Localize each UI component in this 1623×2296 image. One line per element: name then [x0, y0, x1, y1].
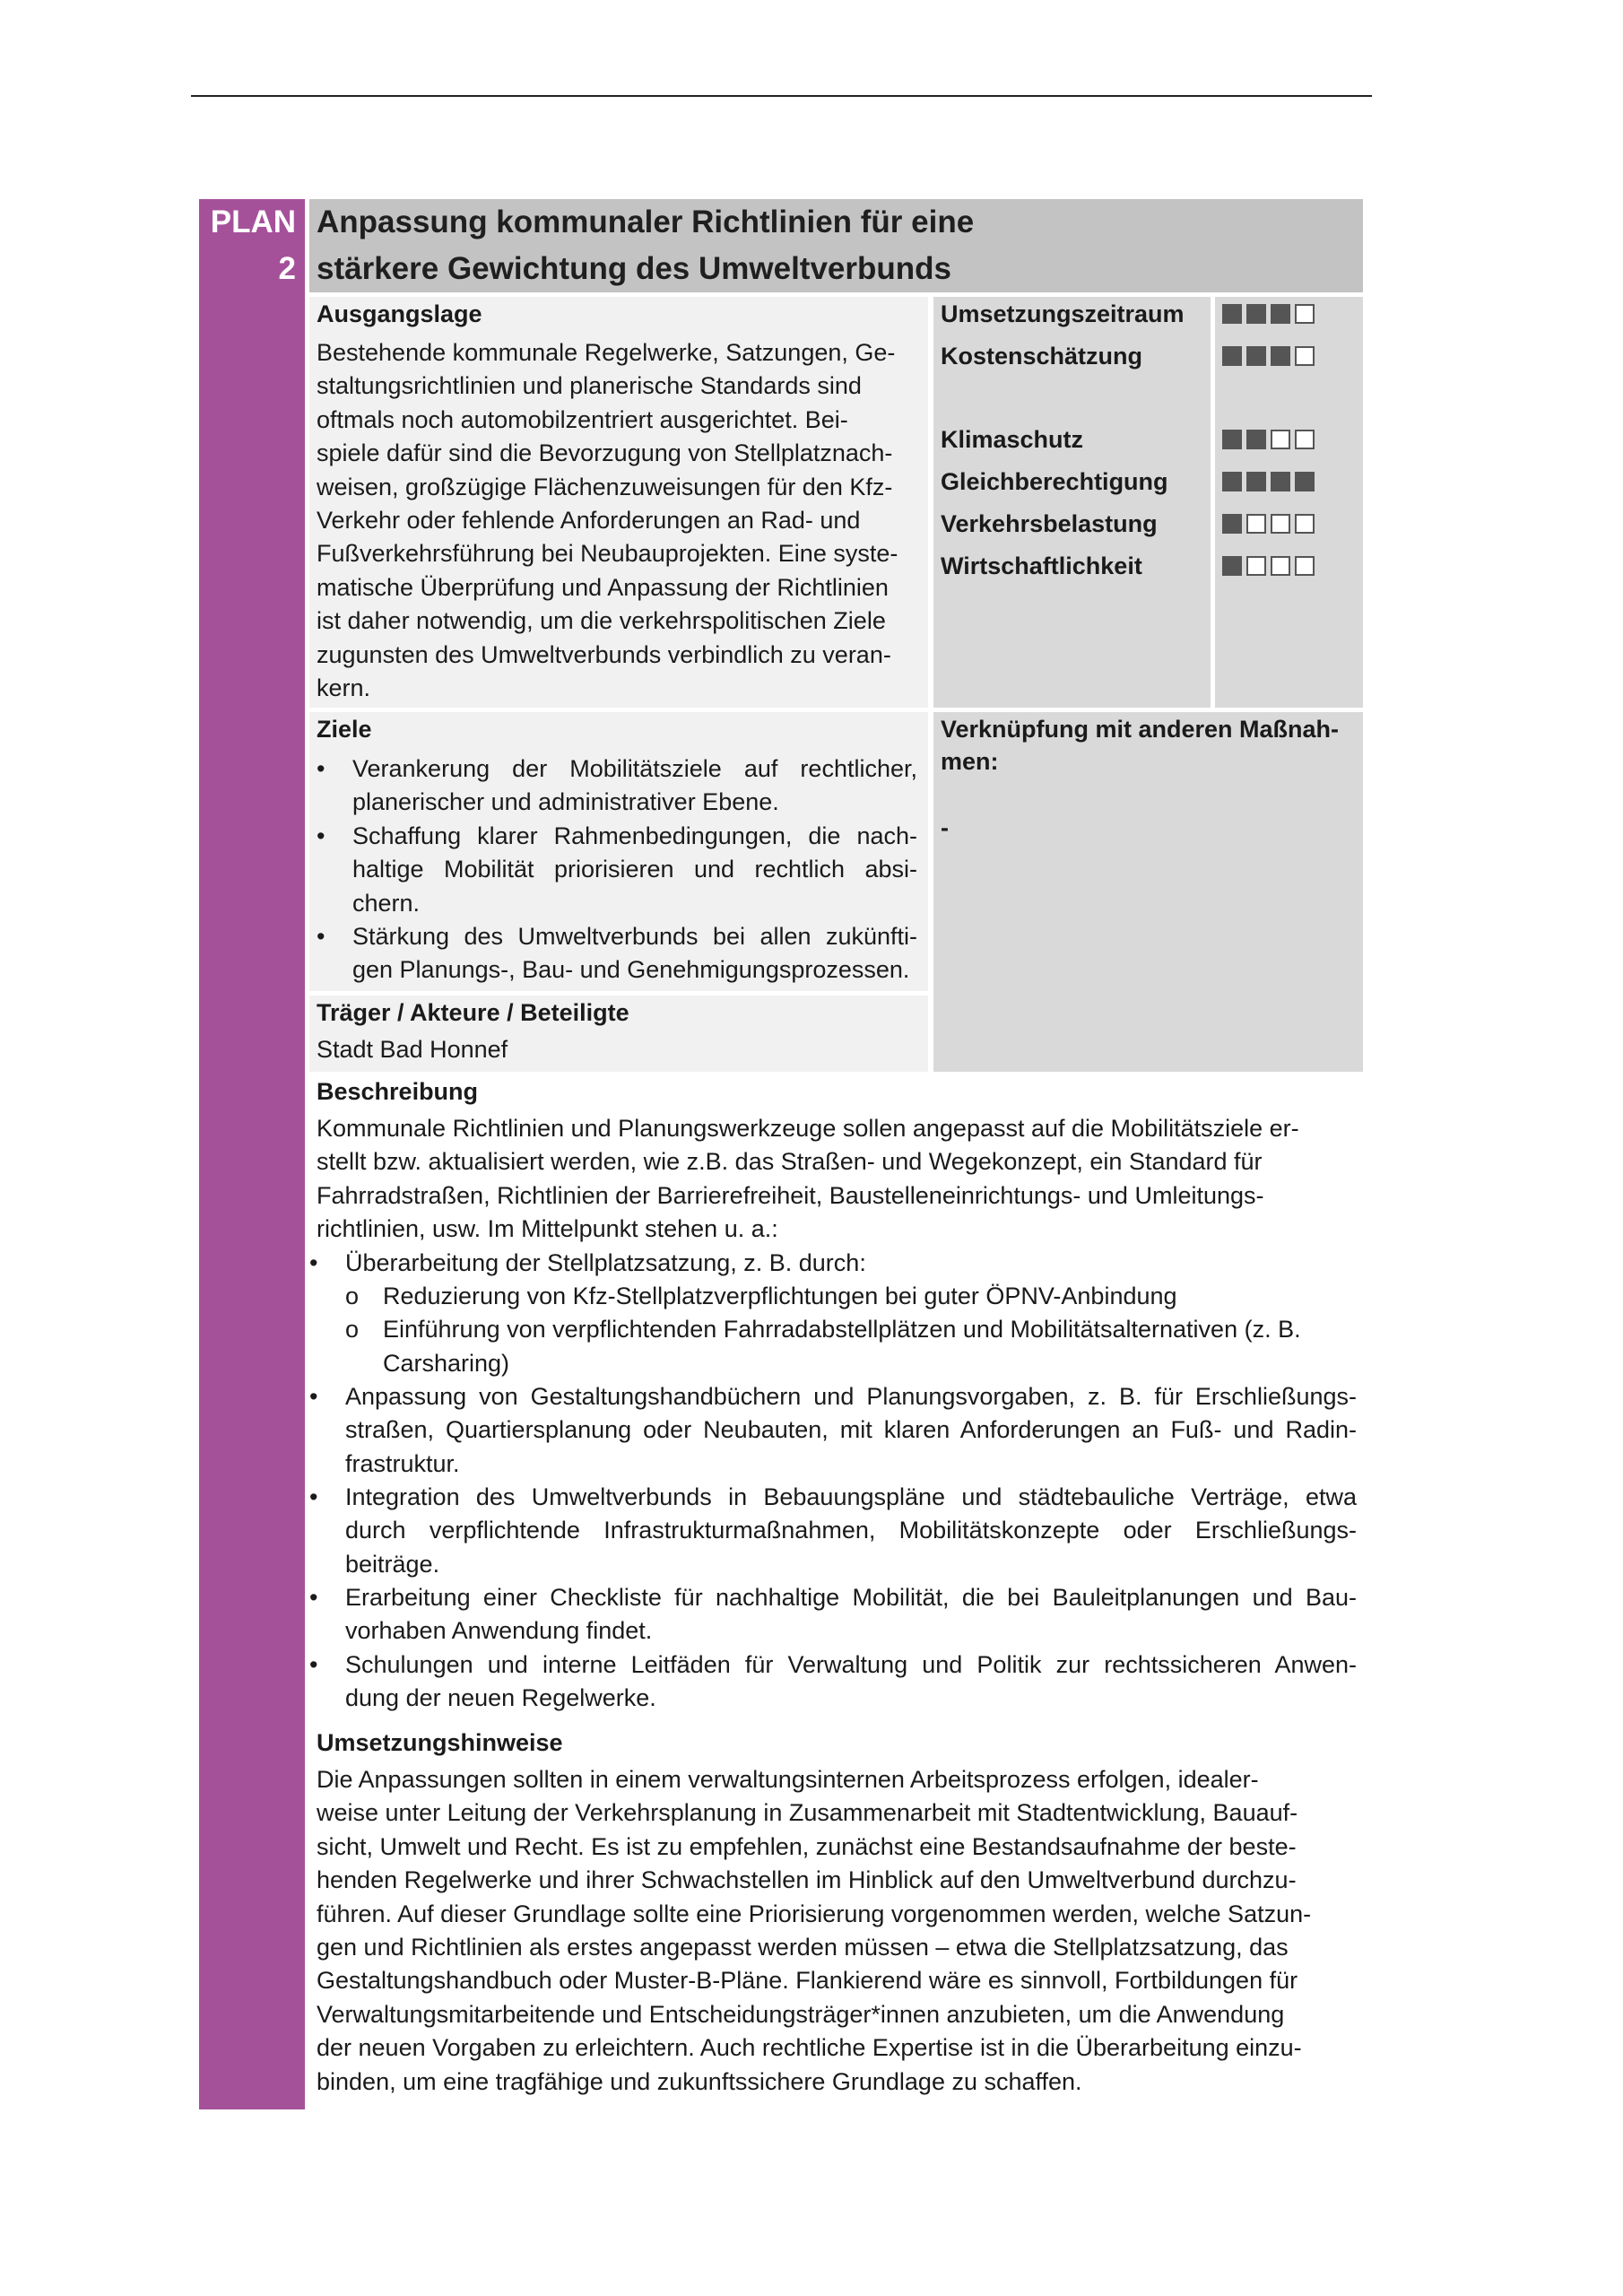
ziele-heading: Ziele — [317, 716, 372, 743]
rating-square-filled-icon — [1222, 472, 1242, 491]
text-line: Fußverkehrsführung bei Neubauprojekten. Eine syste- — [317, 540, 898, 568]
rating-squares — [1222, 304, 1315, 324]
bullet-icon: • — [309, 1651, 318, 1678]
text-line: frastruktur. — [345, 1449, 460, 1477]
text-line: zugunsten des Umweltverbunds verbindlich zu veran- — [317, 640, 891, 668]
bullet-icon: • — [309, 1483, 318, 1510]
rating-square-empty-icon — [1295, 514, 1315, 534]
rating-square-filled-icon — [1246, 430, 1266, 449]
ratings-scores — [1215, 297, 1363, 708]
text-line: gen und Richtlinien als erstes angepasst werden müssen – etwa die Stellplatzsatzung, das — [317, 1934, 1289, 1961]
measure-title — [309, 199, 1363, 292]
header-rule — [191, 95, 1372, 97]
bullet-icon: • — [317, 923, 325, 950]
text-line: spiele dafür sind die Bevorzugung von Stellplatznach- — [317, 439, 893, 467]
text-line: staltungsrichtlinien und planerische Standards sind — [317, 372, 862, 400]
rating-label-klimaschutz: Klimaschutz — [941, 426, 1084, 453]
text-line: haltige Mobilität priorisieren und rechtlich absi- — [352, 856, 917, 883]
text-line: Schulungen und interne Leitfäden für Verwaltung und Politik zur rechtssicheren Anwen- — [345, 1651, 1357, 1678]
text-line: Reduzierung von Kfz-Stellplatzverpflichtungen bei guter ÖPNV-Anbindung — [383, 1283, 1177, 1309]
text-line: Anpassung von Gestaltungshandbüchern und Planungsvorgaben, z. B. für Erschließungs- — [345, 1383, 1357, 1410]
beschreibung-heading: Beschreibung — [317, 1078, 479, 1105]
rating-square-filled-icon — [1222, 514, 1242, 534]
rating-squares — [1222, 556, 1315, 576]
text-line: vorhaben Anwendung findet. — [345, 1617, 653, 1645]
rating-square-filled-icon — [1222, 556, 1242, 576]
rating-square-filled-icon — [1222, 430, 1242, 449]
rating-square-filled-icon — [1271, 346, 1290, 366]
ziele-section — [309, 712, 928, 991]
text-line: Verkehr oder fehlende Anforderungen an Rad- und — [317, 507, 861, 535]
bullet-icon: • — [317, 822, 325, 849]
rating-square-empty-icon — [1295, 304, 1315, 324]
text-line: Überarbeitung der Stellplatzsatzung, z. B. durch: — [345, 1248, 866, 1276]
text-line: der neuen Vorgaben zu erleichtern. Auch rechtliche Expertise ist in die Überarbeitung einzu- — [317, 2034, 1302, 2062]
text-line: durch verpflichtende Infrastrukturmaßnahmen, Mobilitätskonzepte oder Erschließungs- — [345, 1517, 1357, 1544]
text-line: weise unter Leitung der Verkehrsplanung in Zusammenarbeit mit Stadtentwicklung, Bauauf- — [317, 1799, 1298, 1827]
text-line: beiträge. — [345, 1550, 440, 1578]
ausgangslage-text — [317, 336, 898, 705]
traeger-heading: Träger / Akteure / Beteiligte — [317, 999, 629, 1026]
text-line: gen Planungs-, Bau- und Genehmigungsprozessen. — [352, 956, 910, 984]
text-line: Einführung von verpflichtenden Fahrradabstellplätzen und Mobilitätsalternativen (z. B. — [383, 1316, 1301, 1344]
traeger-value: Stadt Bad Honnef — [317, 1036, 508, 1063]
plan-sidebar — [199, 199, 305, 2109]
umsetzung-text — [317, 1763, 1357, 2099]
rating-square-filled-icon — [1295, 472, 1315, 491]
rating-square-empty-icon — [1271, 514, 1290, 534]
text-line: planerischer und administrativer Ebene. — [352, 788, 779, 816]
text-line: dung der neuen Regelwerke. — [345, 1684, 656, 1712]
ausgangslage-section — [309, 297, 928, 708]
text-line: straßen, Quartiersplanung oder Neubauten, mit klaren Anforderungen an Fuß- und Radin- — [345, 1416, 1357, 1444]
verknuepfung-heading-line-2: men: — [941, 748, 999, 775]
text-line: matische Überprüfung und Anpassung der Richtlinien — [317, 573, 889, 601]
rating-label-gleichberechtigung: Gleichberechtigung — [941, 468, 1168, 495]
rating-square-empty-icon — [1295, 346, 1315, 366]
text-line: Erarbeitung einer Checkliste für nachhaltige Mobilität, die bei Bauleitplanungen und Bau- — [345, 1584, 1357, 1611]
bullet-icon: • — [309, 1248, 318, 1276]
text-line: oftmals noch automobilzentriert ausgerichtet. Bei- — [317, 405, 848, 433]
text-line: weisen, großzügige Flächenzuweisungen für den Kfz- — [317, 473, 893, 500]
text-line: richtlinien, usw. Im Mittelpunkt stehen u. a.: — [317, 1215, 778, 1243]
text-line: chern. — [352, 889, 421, 917]
text-line: führen. Auf dieser Grundlage sollte eine Priorisierung vorgenommen werden, welche Satzun- — [317, 1900, 1312, 1927]
rating-square-filled-icon — [1222, 346, 1242, 366]
ausgangslage-heading: Ausgangslage — [317, 300, 482, 327]
text-line: binden, um eine tragfähige und zukunftssichere Grundlage zu schaffen. — [317, 2067, 1082, 2095]
ratings-labels — [933, 297, 1211, 708]
text-line: Integration des Umweltverbunds in Bebauungspläne und städtebauliche Verträge, etwa — [345, 1483, 1357, 1510]
circle-bullet-icon: o — [345, 1316, 360, 1344]
bullet-icon: • — [309, 1584, 318, 1611]
rating-square-filled-icon — [1222, 304, 1242, 324]
text-line: Stärkung des Umweltverbunds bei allen zukünfti- — [352, 923, 917, 950]
rating-label-verkehrsbelastung: Verkehrsbelastung — [941, 510, 1158, 537]
text-line: Kommunale Richtlinien und Planungswerkzeuge sollen angepasst auf die Mobilitätsziele er- — [317, 1115, 1299, 1142]
text-line: kern. — [317, 674, 371, 702]
rating-square-empty-icon — [1246, 556, 1266, 576]
bullet-icon: • — [317, 755, 325, 782]
rating-square-empty-icon — [1295, 556, 1315, 576]
circle-bullet-icon: o — [345, 1283, 360, 1309]
text-line: Verwaltungsmitarbeitende und Entscheidungsträger*innen anzubieten, um die Anwendung — [317, 2000, 1285, 2028]
rating-squares — [1222, 472, 1315, 491]
rating-square-empty-icon — [1271, 430, 1290, 449]
verknuepfung-value: - — [941, 814, 949, 841]
rating-squares — [1222, 514, 1315, 534]
text-line: henden Regelwerke und ihrer Schwachstellen im Hinblick auf den Umweltverbund durchzu- — [317, 1866, 1297, 1894]
text-line: Gestaltungshandbuch oder Muster-B-Pläne. Flankierend wäre es sinnvoll, Fortbildungen für — [317, 1967, 1298, 1995]
rating-square-empty-icon — [1295, 430, 1315, 449]
rating-square-filled-icon — [1271, 472, 1290, 491]
rating-square-filled-icon — [1271, 304, 1290, 324]
text-line: Schaffung klarer Rahmenbedingungen, die nach- — [352, 822, 917, 849]
text-line: Carsharing) — [383, 1349, 510, 1377]
rating-squares — [1222, 430, 1315, 449]
bullet-icon: • — [309, 1383, 318, 1410]
text-line: Bestehende kommunale Regelwerke, Satzungen, Ge- — [317, 339, 896, 366]
title-line-1: Anpassung kommunaler Richtlinien für eine — [317, 204, 975, 239]
verknuepfung-heading-line-1: Verknüpfung mit anderen Maßnah- — [941, 716, 1340, 743]
title-line-2: stärkere Gewichtung des Umweltverbunds — [317, 251, 951, 286]
text-line: ist daher notwendig, um die verkehrspolitischen Ziele — [317, 607, 886, 635]
text-line: Verankerung der Mobilitätsziele auf rechtlicher, — [352, 755, 917, 782]
rating-square-empty-icon — [1246, 514, 1266, 534]
rating-square-filled-icon — [1246, 304, 1266, 324]
plan-number: 2 — [278, 251, 296, 286]
rating-label-wirtschaftlichkeit: Wirtschaftlichkeit — [941, 552, 1142, 579]
plan-code: PLAN — [210, 204, 296, 239]
rating-square-empty-icon — [1271, 556, 1290, 576]
text-line: Fahrradstraßen, Richtlinien der Barrierefreiheit, Baustelleneinrichtungs- und Umleitungs- — [317, 1181, 1264, 1209]
beschreibung-intro — [317, 1112, 1357, 1247]
text-line: stellt bzw. aktualisiert werden, wie z.B. das Straßen- und Wegekonzept, ein Standard für — [317, 1148, 1263, 1176]
rating-label-kostenschaetzung: Kostenschätzung — [941, 343, 1143, 370]
verknuepfung-section — [933, 712, 1363, 1072]
rating-square-filled-icon — [1246, 472, 1266, 491]
rating-squares — [1222, 346, 1315, 366]
text-line: Die Anpassungen sollten in einem verwaltungsinternen Arbeitsprozess erfolgen, idealer- — [317, 1766, 1259, 1793]
rating-label-umsetzungszeitraum: Umsetzungszeitraum — [941, 300, 1185, 327]
rating-square-filled-icon — [1246, 346, 1266, 366]
text-line: sicht, Umwelt und Recht. Es ist zu empfehlen, zunächst eine Bestandsaufnahme der beste- — [317, 1832, 1297, 1860]
traeger-section — [309, 996, 928, 1072]
umsetzung-heading: Umsetzungshinweise — [317, 1729, 563, 1756]
